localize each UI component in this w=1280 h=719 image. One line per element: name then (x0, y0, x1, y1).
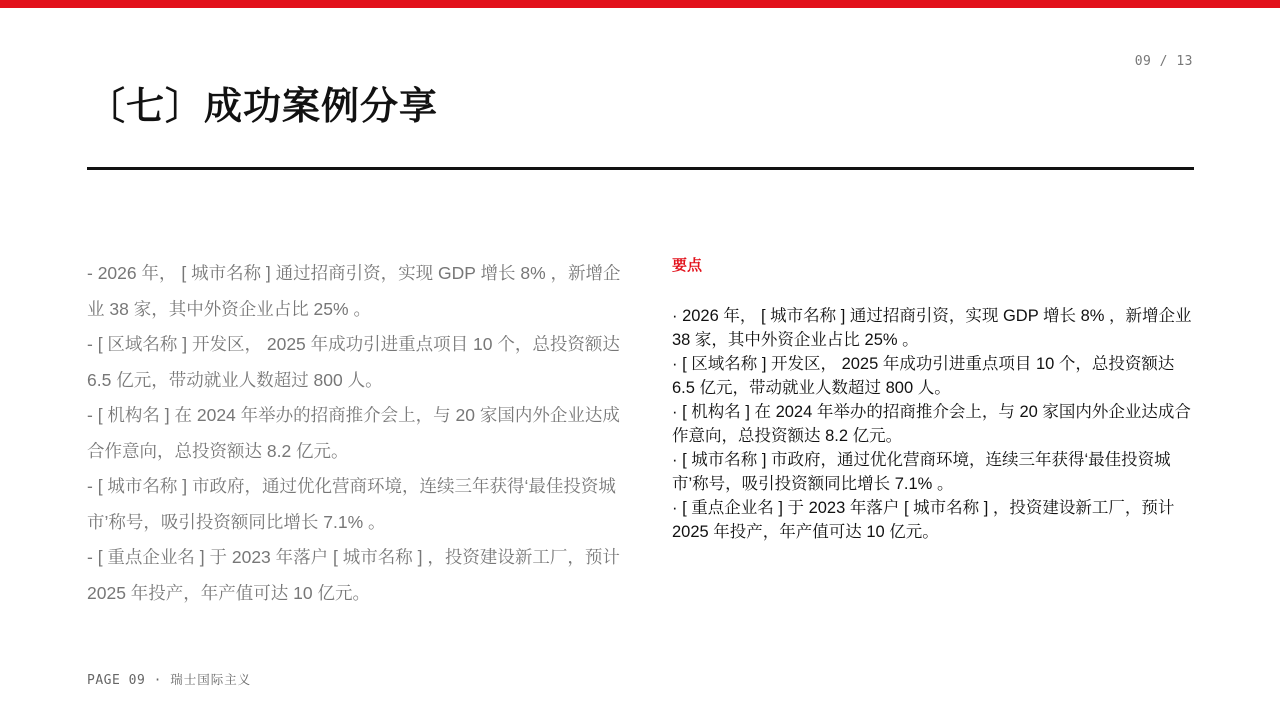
page-title: 〔七〕成功案例分享 (87, 84, 439, 128)
key-point-item: · [ 重点企业名 ] 于 2023 年落户 [ 城市名称 ] ，投资建设新工厂，预计 2025 年投产，年产值可达 10 亿元。 (672, 499, 1175, 541)
key-points-list (672, 304, 1196, 544)
case-item: - [ 重点企业名 ] 于 2023 年落户 [ 城市名称 ] ，投资建设新工厂，预计 2025 年投产，年产值可达 10 亿元。 (87, 547, 620, 603)
key-point-item: · [ 区域名称 ] 开发区， 2025 年成功引进重点项目 10 个，总投资额达 6.5 亿元，带动就业人数超过 800 人。 (672, 355, 1175, 397)
key-point-item: · [ 城市名称 ] 市政府，通过优化营商环境，连续三年获得‘最佳投资城市’称号，吸引投资额同比增长 7.1% 。 (672, 451, 1171, 493)
key-point-item: · [ 机构名 ] 在 2024 年举办的招商推介会上，与 20 家国内外企业达成合作意向，总投资额达 8.2 亿元。 (672, 403, 1191, 445)
case-item: - [ 机构名 ] 在 2024 年举办的招商推介会上，与 20 家国内外企业达成合作意向，总投资额达 8.2 亿元。 (87, 405, 620, 461)
case-item: - [ 区域名称 ] 开发区， 2025 年成功引进重点项目 10 个，总投资额达 6.5 亿元，带动就业人数超过 800 人。 (87, 334, 620, 390)
title-divider (87, 167, 1194, 170)
case-item: - 2026 年， [ 城市名称 ] 通过招商引资，实现 GDP 增长 8% ，新增企业 38 家，其中外资企业占比 25% 。 (87, 263, 621, 319)
footer-page-label: PAGE 09 · (87, 673, 171, 688)
case-list (87, 256, 623, 611)
key-point-item: · 2026 年， [ 城市名称 ] 通过招商引资，实现 GDP 增长 8% ，新增企业 38 家，其中外资企业占比 25% 。 (672, 307, 1192, 349)
top-accent-bar (0, 0, 1280, 8)
key-points-panel (672, 254, 1196, 544)
footer (87, 670, 251, 688)
key-points-label: 要点 (672, 256, 703, 274)
page-counter: 09 / 13 (1134, 54, 1193, 69)
footer-org: 瑞士国际主义 (170, 672, 252, 687)
case-item: - [ 城市名称 ] 市政府，通过优化营商环境，连续三年获得‘最佳投资城市’称号，吸引投资额同比增长 7.1% 。 (87, 476, 616, 532)
